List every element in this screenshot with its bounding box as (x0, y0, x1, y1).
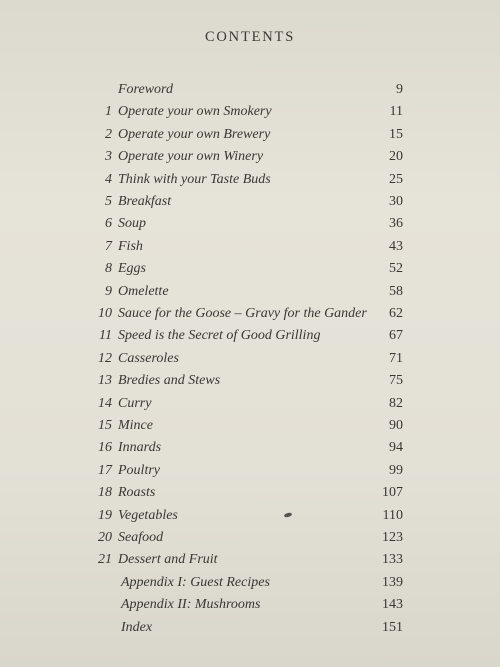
toc-entry (0, 550, 500, 570)
toc-entry (0, 259, 500, 279)
chapter-number: 2 (105, 126, 112, 142)
chapter-title: Bredies and Stews (118, 373, 221, 389)
page-number: 62 (389, 306, 403, 321)
chapter-number: 13 (98, 373, 112, 389)
toc-entry (0, 506, 500, 526)
toc-entry (0, 573, 500, 593)
page-number: 52 (389, 261, 403, 277)
chapter-title: Appendix I: Guest Recipes (121, 574, 270, 590)
chapter-title: Soup (118, 216, 146, 232)
chapter-number: 21 (98, 552, 112, 568)
page-number: 58 (389, 283, 403, 299)
toc-entry (0, 125, 500, 145)
chapter-number: 5 (105, 194, 112, 209)
chapter-number: 10 (98, 306, 112, 321)
chapter-title: Seafood (118, 530, 164, 545)
chapter-title: Index (121, 619, 153, 635)
page-number: 133 (382, 552, 403, 568)
chapter-number: 19 (98, 507, 112, 523)
chapter-title: Speed is the Secret of Good Grilling (118, 328, 321, 344)
page-number: 71 (389, 350, 403, 366)
chapter-title: Innards (118, 440, 162, 456)
chapter-title: Casseroles (118, 350, 179, 366)
chapter-title: Operate your own Winery (118, 149, 264, 165)
page-number: 143 (382, 597, 403, 613)
chapter-title: Eggs (118, 261, 146, 277)
chapter-title: Sauce for the Goose – Gravy for the Gander (118, 306, 367, 321)
chapter-title: Mince (118, 418, 153, 433)
page-number: 82 (389, 395, 403, 411)
toc-entry (0, 438, 500, 458)
chapter-number: 9 (105, 283, 112, 299)
toc-entry (0, 326, 500, 346)
contents-heading: CONTENTS (204, 29, 296, 45)
page-number: 43 (389, 238, 403, 254)
page-number: 15 (389, 126, 403, 142)
page-number: 123 (382, 530, 403, 545)
chapter-number: 18 (98, 485, 112, 501)
page-number: 25 (389, 171, 403, 187)
page-number: 20 (389, 149, 403, 165)
page-number: 36 (389, 216, 403, 232)
chapter-title: Appendix II: Mushrooms (121, 597, 261, 613)
page-number: 11 (389, 104, 403, 120)
toc-entry (0, 192, 500, 212)
chapter-number: 12 (98, 350, 112, 366)
toc-entry (0, 371, 500, 391)
chapter-title: Curry (118, 395, 152, 411)
toc-entry (0, 528, 500, 548)
toc-entry (0, 237, 500, 257)
page-number: 99 (389, 462, 403, 478)
chapter-title: Vegetables (118, 507, 178, 523)
page-number: 75 (389, 373, 403, 389)
page-number: 9 (396, 82, 403, 97)
chapter-title: Foreword (118, 82, 173, 97)
toc-entry (0, 147, 500, 167)
toc-entry (0, 102, 500, 122)
toc-entry (0, 416, 500, 436)
chapter-number: 16 (98, 440, 112, 456)
page-number: 107 (382, 485, 403, 501)
toc-entry (0, 595, 500, 615)
toc-entry (0, 461, 500, 481)
chapter-title: Think with your Taste Buds (118, 171, 271, 187)
toc-entry (0, 483, 500, 503)
chapter-number: 20 (98, 530, 112, 545)
chapter-number: 7 (105, 238, 112, 254)
toc-entry (0, 214, 500, 234)
page-number: 151 (382, 619, 403, 635)
toc-entry (0, 349, 500, 369)
chapter-title: Dessert and Fruit (118, 552, 218, 568)
chapter-number: 11 (99, 328, 112, 344)
chapter-number: 3 (105, 149, 112, 165)
toc-entry (0, 80, 500, 100)
chapter-number: 4 (105, 171, 112, 187)
chapter-number: 1 (105, 104, 112, 120)
page-number: 30 (389, 194, 403, 209)
toc-entry (0, 394, 500, 414)
chapter-title: Poultry (118, 462, 160, 478)
chapter-title: Breakfast (118, 194, 172, 209)
page-number: 94 (389, 440, 403, 456)
chapter-title: Operate your own Brewery (118, 126, 271, 142)
chapter-title: Operate your own Smokery (118, 104, 272, 120)
toc-entry (0, 618, 500, 638)
toc-entry (0, 170, 500, 190)
page-number: 90 (389, 418, 403, 433)
chapter-number: 6 (105, 216, 112, 232)
chapter-number: 14 (98, 395, 112, 411)
chapter-number: 15 (98, 418, 112, 433)
chapter-title: Fish (118, 238, 143, 254)
page-number: 139 (382, 574, 403, 590)
page-number: 67 (389, 328, 403, 344)
toc-entry (0, 304, 500, 324)
chapter-number: 17 (98, 462, 112, 478)
chapter-title: Omelette (118, 283, 169, 299)
page-number: 110 (382, 507, 403, 523)
chapter-title: Roasts (118, 485, 156, 501)
chapter-number: 8 (105, 261, 112, 277)
toc-entry (0, 282, 500, 302)
